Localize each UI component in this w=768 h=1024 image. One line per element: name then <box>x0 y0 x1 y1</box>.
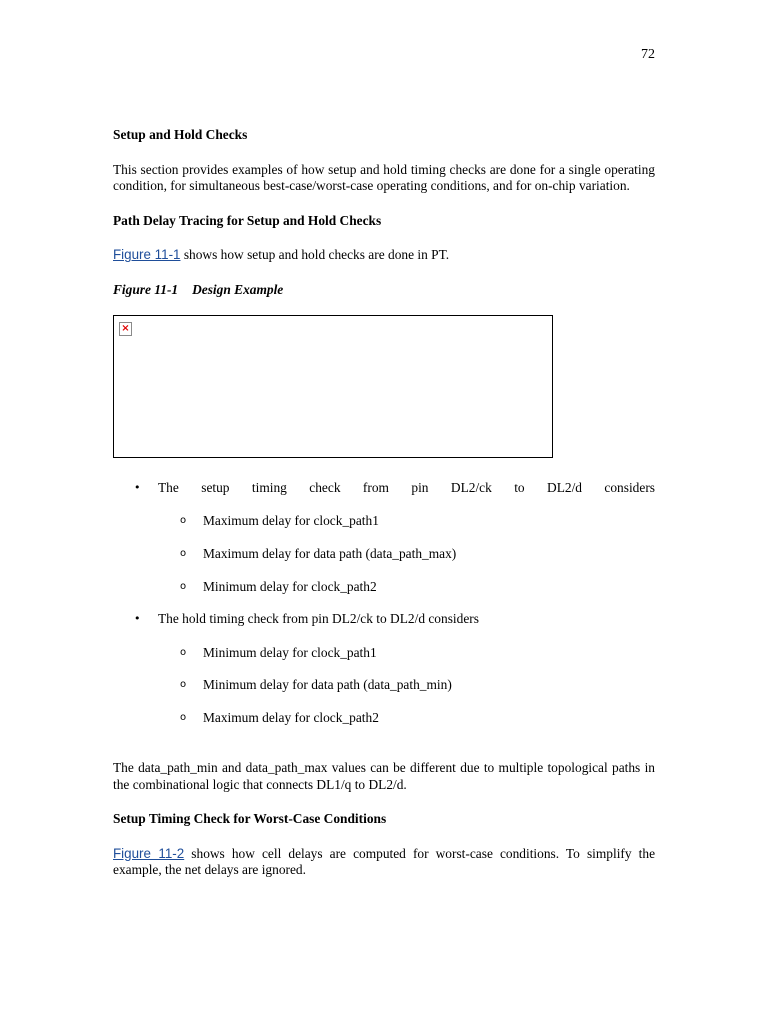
bullet-text: The hold timing check from pin DL2/ck to DL2/d considers <box>158 611 479 626</box>
bullet-setup-check <box>113 480 655 497</box>
section-heading-setup-hold: Setup and Hold Checks <box>113 127 248 142</box>
bullet-text: The setup timing check from pin DL2/ck to DL2/d considers <box>158 480 655 495</box>
document-body <box>113 127 655 879</box>
sub-item <box>113 710 655 727</box>
figure-11-1-link[interactable]: Figure 11-1 <box>113 247 181 262</box>
sub-bullet-marker: o <box>180 580 187 592</box>
figure-reference-text: shows how setup and hold checks are done in PT. <box>180 247 450 262</box>
sub-item <box>113 546 655 563</box>
figure-reference-paragraph <box>113 247 655 264</box>
section-heading-path-delay: Path Delay Tracing for Setup and Hold Checks <box>113 212 382 228</box>
sub-item-text: Maximum delay for data path (data_path_max) <box>203 546 457 561</box>
sub-item <box>113 579 655 596</box>
sub-item <box>113 677 655 694</box>
figure-number: Figure 11-1 <box>113 281 179 297</box>
sub-item-text: Maximum delay for clock_path1 <box>203 512 379 528</box>
page-number: 72 <box>641 47 655 62</box>
topological-paths-paragraph: The data_path_min and data_path_max values can be different due to multiple topological paths in the combinational logic that connects DL1/q to DL2/d. <box>113 760 655 792</box>
broken-image-icon: × <box>119 322 132 336</box>
bullet-marker: • <box>134 612 141 625</box>
figure-image-placeholder <box>113 315 553 458</box>
sub-item-text: Minimum delay for clock_path1 <box>203 644 377 660</box>
figure-title: Design Example <box>192 281 284 297</box>
sub-item <box>113 513 655 530</box>
worst-case-paragraph <box>113 846 655 879</box>
sub-item <box>113 645 655 662</box>
figure-caption <box>113 282 655 299</box>
bullet-hold-check <box>113 611 655 628</box>
figure-11-2-link[interactable]: Figure 11-2 <box>113 845 185 861</box>
sub-item-text: Minimum delay for clock_path2 <box>203 578 377 594</box>
bullet-marker: • <box>134 481 141 494</box>
intro-paragraph: This section provides examples of how setup and hold timing checks are done for a single operating condition, for simultaneous best-case/worst-case operating conditions, and for on-chip variation. <box>113 161 655 193</box>
sub-item-text: Maximum delay for clock_path2 <box>203 709 379 725</box>
sub-bullet-marker: o <box>180 679 187 690</box>
sub-bullet-marker: o <box>180 548 187 559</box>
sub-item-text: Minimum delay for data path (data_path_min) <box>203 677 452 692</box>
sub-bullet-marker: o <box>180 514 187 526</box>
section-heading-worst-case: Setup Timing Check for Worst-Case Conditions <box>113 811 387 826</box>
sub-bullet-marker: o <box>180 646 187 658</box>
sub-bullet-marker: o <box>180 711 187 723</box>
worst-case-text: shows how cell delays are computed for worst-case conditions. To simplify the example, the net delays are ignored. <box>113 845 656 877</box>
